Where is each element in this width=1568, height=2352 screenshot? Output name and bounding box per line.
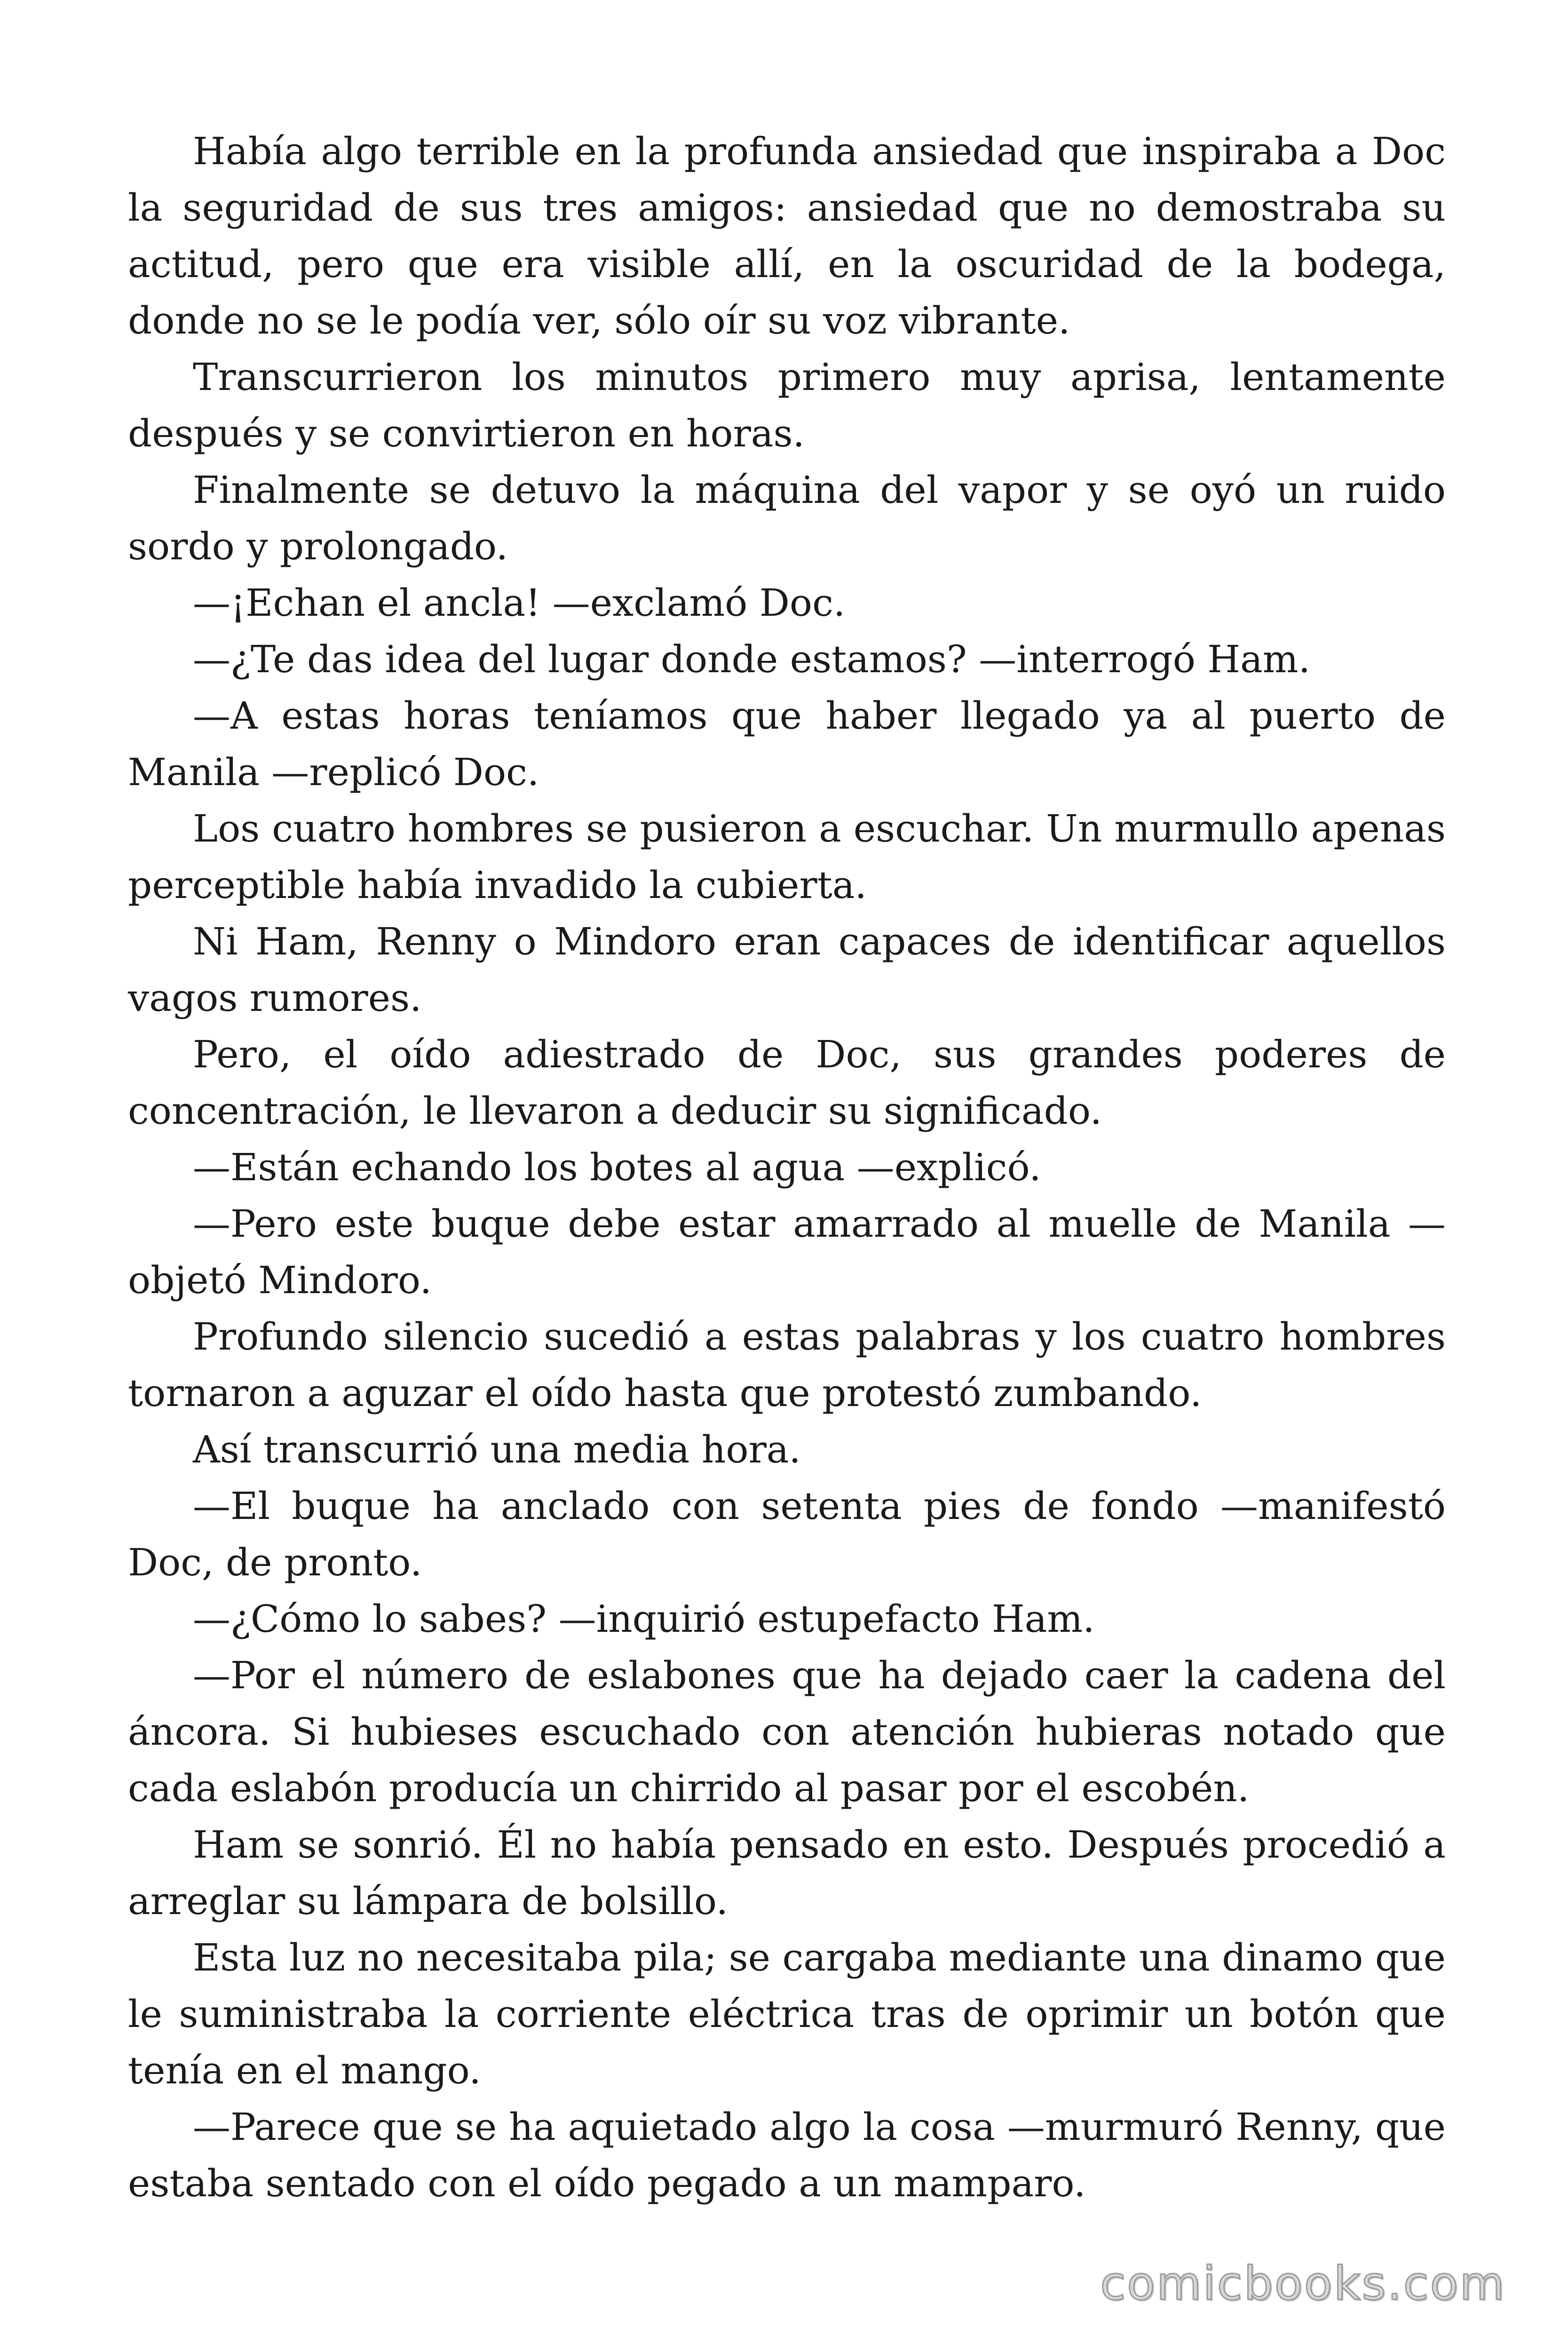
paragraph: Transcurrieron los minutos primero muy aprisa, lentamente después y se convirtieron en horas.	[128, 355, 1446, 455]
dialogue-line: —¿Te das idea del lugar donde estamos? —interrogó Ham.	[193, 637, 1311, 681]
dialogue-line: —Parece que se ha aquietado algo la cosa —murmuró Renny, que estaba sentado con el oído pegado a un mamparo.	[128, 2105, 1446, 2205]
paragraph: Así transcurrió una media hora.	[193, 1428, 801, 1471]
watermark-text: comicbooks.com	[1100, 2257, 1506, 2311]
paragraph: Profundo silencio sucedió a estas palabras y los cuatro hombres tornaron a aguzar el oído hasta que protestó zumbando.	[128, 1315, 1446, 1415]
dialogue-line: —Por el número de eslabones que ha dejado caer la cadena del áncora. Si hubieses escuchado con atención hubieras notado que cada eslabón producía un chirrido al pasar por el escobén.	[128, 1653, 1446, 1810]
page-body	[128, 123, 1446, 2212]
paragraph: Ham se sonrió. Él no había pensado en esto. Después procedió a arreglar su lámpara de bolsillo.	[128, 1823, 1446, 1923]
paragraph: Pero, el oído adiestrado de Doc, sus grandes poderes de concentración, le llevaron a deducir su significado.	[128, 1033, 1446, 1133]
dialogue-line: —Pero este buque debe estar amarrado al muelle de Manila —objetó Mindoro.	[128, 1202, 1446, 1302]
dialogue-line: —¡Echan el ancla! —exclamó Doc.	[193, 581, 846, 625]
dialogue-line: —¿Cómo lo sabes? —inquirió estupefacto Ham.	[193, 1597, 1095, 1641]
paragraph: Ni Ham, Renny o Mindoro eran capaces de identificar aquellos vagos rumores.	[128, 920, 1446, 1020]
paragraph: Esta luz no necesitaba pila; se cargaba mediante una dinamo que le suministraba la corriente eléctrica tras de oprimir un botón que tenía en el mango.	[128, 1936, 1446, 2092]
dialogue-line: —El buque ha anclado con setenta pies de fondo —manifestó Doc, de pronto.	[128, 1484, 1446, 1584]
paragraph: Había algo terrible en la profunda ansiedad que inspiraba a Doc la seguridad de sus tres amigos: ansiedad que no demostraba su actitud, pero que era visible allí, en la oscuridad de la bodega, donde no se le podía ver, sólo oír su voz vibrante.	[128, 129, 1446, 342]
paragraph: Finalmente se detuvo la máquina del vapor y se oyó un ruido sordo y prolongado.	[128, 468, 1446, 568]
dialogue-line: —Están echando los botes al agua —explicó.	[193, 1145, 1041, 1189]
dialogue-line: —A estas horas teníamos que haber llegado ya al puerto de Manila —replicó Doc.	[128, 694, 1446, 794]
paragraph: Los cuatro hombres se pusieron a escuchar. Un murmullo apenas perceptible había invadido la cubierta.	[128, 807, 1446, 907]
